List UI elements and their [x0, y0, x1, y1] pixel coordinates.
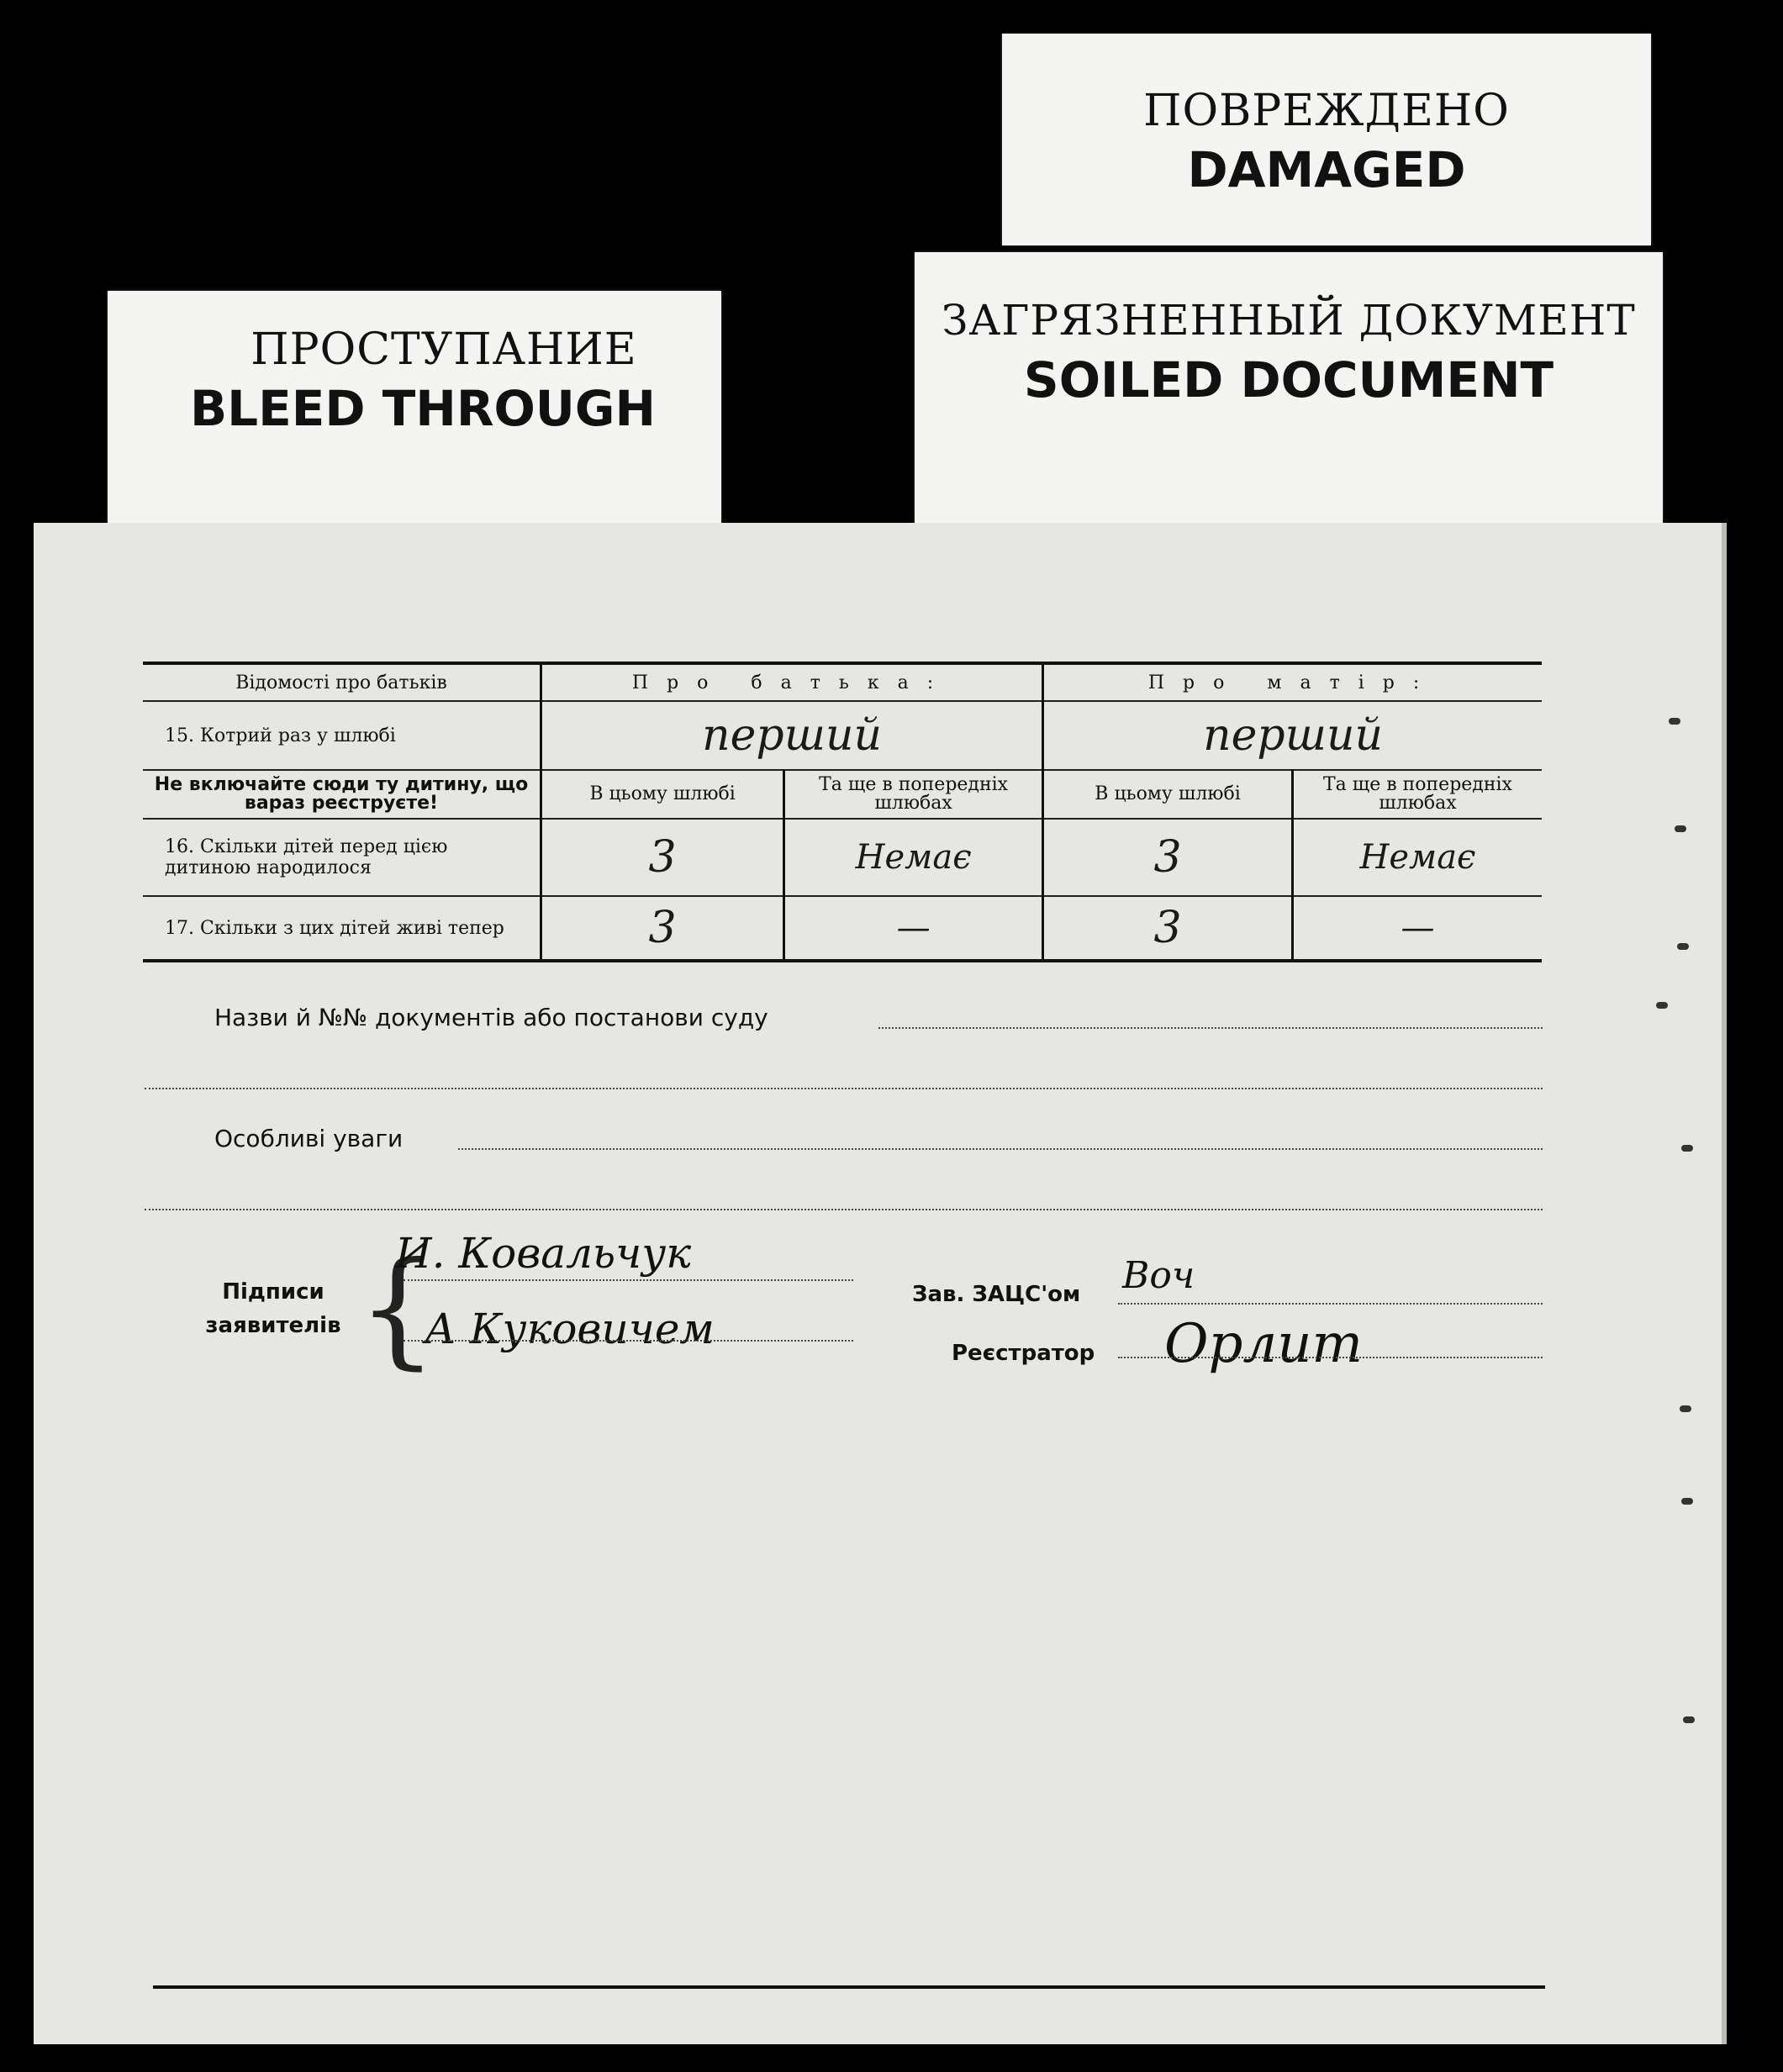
subheader-father-this: В цьому шлюбі [541, 770, 783, 819]
table-subheader-row [143, 770, 1542, 819]
damaged-label-en: DAMAGED [1187, 141, 1466, 198]
row16-label: 16. Скільки дітей перед цією дитиною народилося [143, 819, 541, 896]
documents-line-2 [145, 1088, 1543, 1089]
exclude-child-note: Не включайте сюди ту дитину, що вараз реєструєте! [143, 770, 541, 819]
registrar-label: Реєстратор [952, 1341, 1095, 1366]
applicant-line-1 [404, 1279, 853, 1281]
table-header-row [143, 663, 1542, 701]
bleed-label-ru: ПРОСТУПАНИЕ [251, 324, 637, 375]
remarks-label: Особливі уваги [214, 1125, 404, 1152]
row15-mother-value: перший [1043, 701, 1542, 770]
bottom-rule [153, 1985, 1545, 1989]
applicant-line-2 [404, 1340, 853, 1342]
head-signature: Воч [1122, 1254, 1195, 1297]
brace: { [357, 1236, 438, 1382]
bleed-through-label [108, 291, 721, 525]
subheader-mother-this: В цьому шлюбі [1043, 770, 1293, 819]
parents-info-table [143, 662, 1542, 962]
documents-line [878, 1027, 1543, 1029]
table-row [143, 896, 1542, 961]
table-row [143, 701, 1542, 770]
row16-father-this: 3 [541, 819, 783, 896]
header-parents: Відомості про батьків [143, 663, 541, 701]
head-line [1118, 1303, 1543, 1305]
header-mother: Про матір: [1043, 663, 1542, 701]
bleed-label-en: BLEED THROUGH [189, 380, 657, 437]
applicant-signature-1: И. Ковальчук [395, 1229, 692, 1278]
remarks-line [458, 1148, 1543, 1150]
applicants-label: Підписи заявителів [205, 1279, 341, 1338]
soiled-label-en: SOILED DOCUMENT [1023, 351, 1554, 409]
row17-label: 17. Скільки з цих дітей живі тепер [143, 896, 541, 961]
subheader-father-prev: Та ще в попередніх шлюбах [784, 770, 1043, 819]
row17-mother-this: 3 [1043, 896, 1293, 961]
table-row [143, 819, 1542, 896]
row15-label: 15. Котрий раз у шлюбі [143, 701, 541, 770]
documents-label: Назви й №№ документів або постанови суду [214, 1004, 768, 1031]
row15-father-value: перший [541, 701, 1042, 770]
document-sheet [34, 523, 1727, 2044]
applicant-signature-2: А Куковичем [425, 1305, 715, 1353]
remarks-line-2 [145, 1209, 1543, 1210]
soiled-label-ru: ЗАГРЯЗНЕННЫЙ ДОКУМЕНТ [942, 296, 1636, 345]
header-father: Про батька: [541, 663, 1042, 701]
subheader-mother-prev: Та ще в попередніх шлюбах [1292, 770, 1542, 819]
head-label: Зав. ЗАЦС'ом [912, 1282, 1081, 1307]
damaged-label [1002, 34, 1651, 245]
row17-father-this: 3 [541, 896, 783, 961]
row16-mother-prev: Немає [1292, 819, 1542, 896]
row17-mother-prev: — [1292, 896, 1542, 961]
soiled-document-label [915, 252, 1663, 526]
row17-father-prev: — [784, 896, 1043, 961]
row16-father-prev: Немає [784, 819, 1043, 896]
row16-mother-this: 3 [1043, 819, 1293, 896]
damaged-label-ru: ПОВРЕЖДЕНО [1143, 86, 1510, 136]
registrar-signature: Орлит [1164, 1313, 1364, 1375]
registrar-line [1118, 1357, 1543, 1358]
